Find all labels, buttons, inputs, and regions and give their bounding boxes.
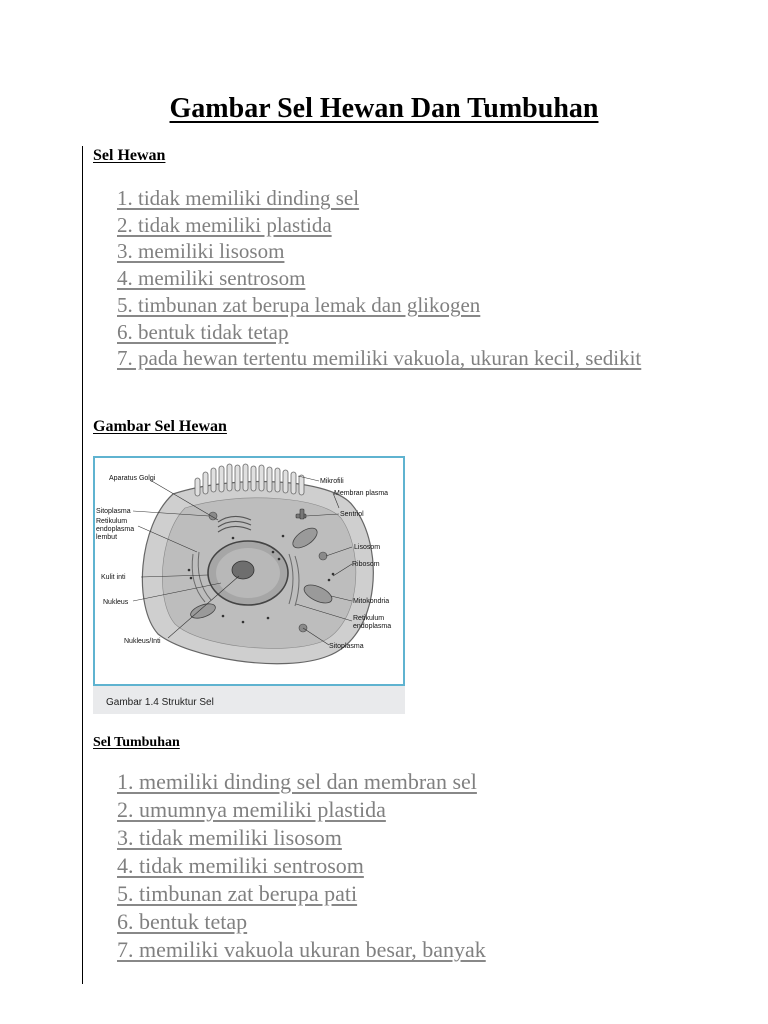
list-item[interactable]: 2. umumnya memiliki plastida (117, 797, 386, 822)
label-lysosome: Lisosom (354, 544, 381, 551)
list-item[interactable]: 7. memiliki vakuola ukuran besar, banyak (117, 937, 486, 962)
animal-cell-figure-heading: Gambar Sel Hewan (93, 418, 227, 435)
label-cytoplasm-bottom: Sitoplasma (329, 643, 364, 650)
list-item[interactable]: 4. tidak memiliki sentrosom (117, 853, 364, 878)
list-item[interactable]: 6. bentuk tetap (117, 909, 248, 934)
page-title: Gambar Sel Hewan Dan Tumbuhan (169, 93, 599, 124)
label-centriole: Sentriol (340, 511, 364, 518)
label-ribosome: Ribosom (352, 561, 380, 568)
plant-cell-traits (117, 768, 677, 964)
label-smooth-er: Retikulum endoplasma lembut (96, 518, 135, 541)
label-mitochondria: Mitokondria (353, 598, 390, 605)
left-rule (82, 146, 83, 984)
label-microvilli: Mikrofili (320, 478, 344, 485)
label-cytoplasm: Sitoplasma (96, 508, 131, 515)
list-item[interactable]: 1. memiliki dinding sel dan membran sel (117, 769, 477, 794)
list-item[interactable]: 4. memiliki sentrosom (117, 266, 306, 291)
label-rough-er: Retikulum endoplasma (353, 615, 392, 630)
nucleolus-icon (232, 561, 254, 579)
list-item[interactable]: 7. pada hewan tertentu memiliki vakuola, ukuran kecil, sedikit (117, 346, 642, 371)
plant-cell-heading: Sel Tumbuhan (93, 735, 180, 750)
list-item[interactable]: 3. memiliki lisosom (117, 239, 285, 264)
list-item[interactable]: 5. timbunan zat berupa pati (117, 881, 358, 906)
list-item[interactable]: 6. bentuk tidak tetap (117, 319, 289, 344)
label-nucleus: Nukleus (103, 599, 129, 606)
figure-caption: Gambar 1.4 Struktur Sel (106, 697, 214, 708)
label-nuclear-envelope: Kulit inti (101, 574, 126, 581)
animal-cell-traits (117, 185, 677, 372)
list-item[interactable]: 3. tidak memiliki lisosom (117, 825, 342, 850)
animal-cell-heading: Sel Hewan (93, 147, 166, 164)
list-item[interactable]: 2. tidak memiliki plastida (117, 212, 332, 237)
label-golgi: Aparatus Golgi (109, 475, 156, 482)
label-nucleolus: Nukleus/Inti (124, 638, 161, 645)
list-item[interactable]: 1. tidak memiliki dinding sel (117, 186, 360, 210)
list-item[interactable]: 5. timbunan zat berupa lemak dan glikogen (117, 292, 481, 317)
label-plasma-membrane: Membran plasma (334, 490, 389, 497)
animal-cell-figure (93, 456, 405, 714)
